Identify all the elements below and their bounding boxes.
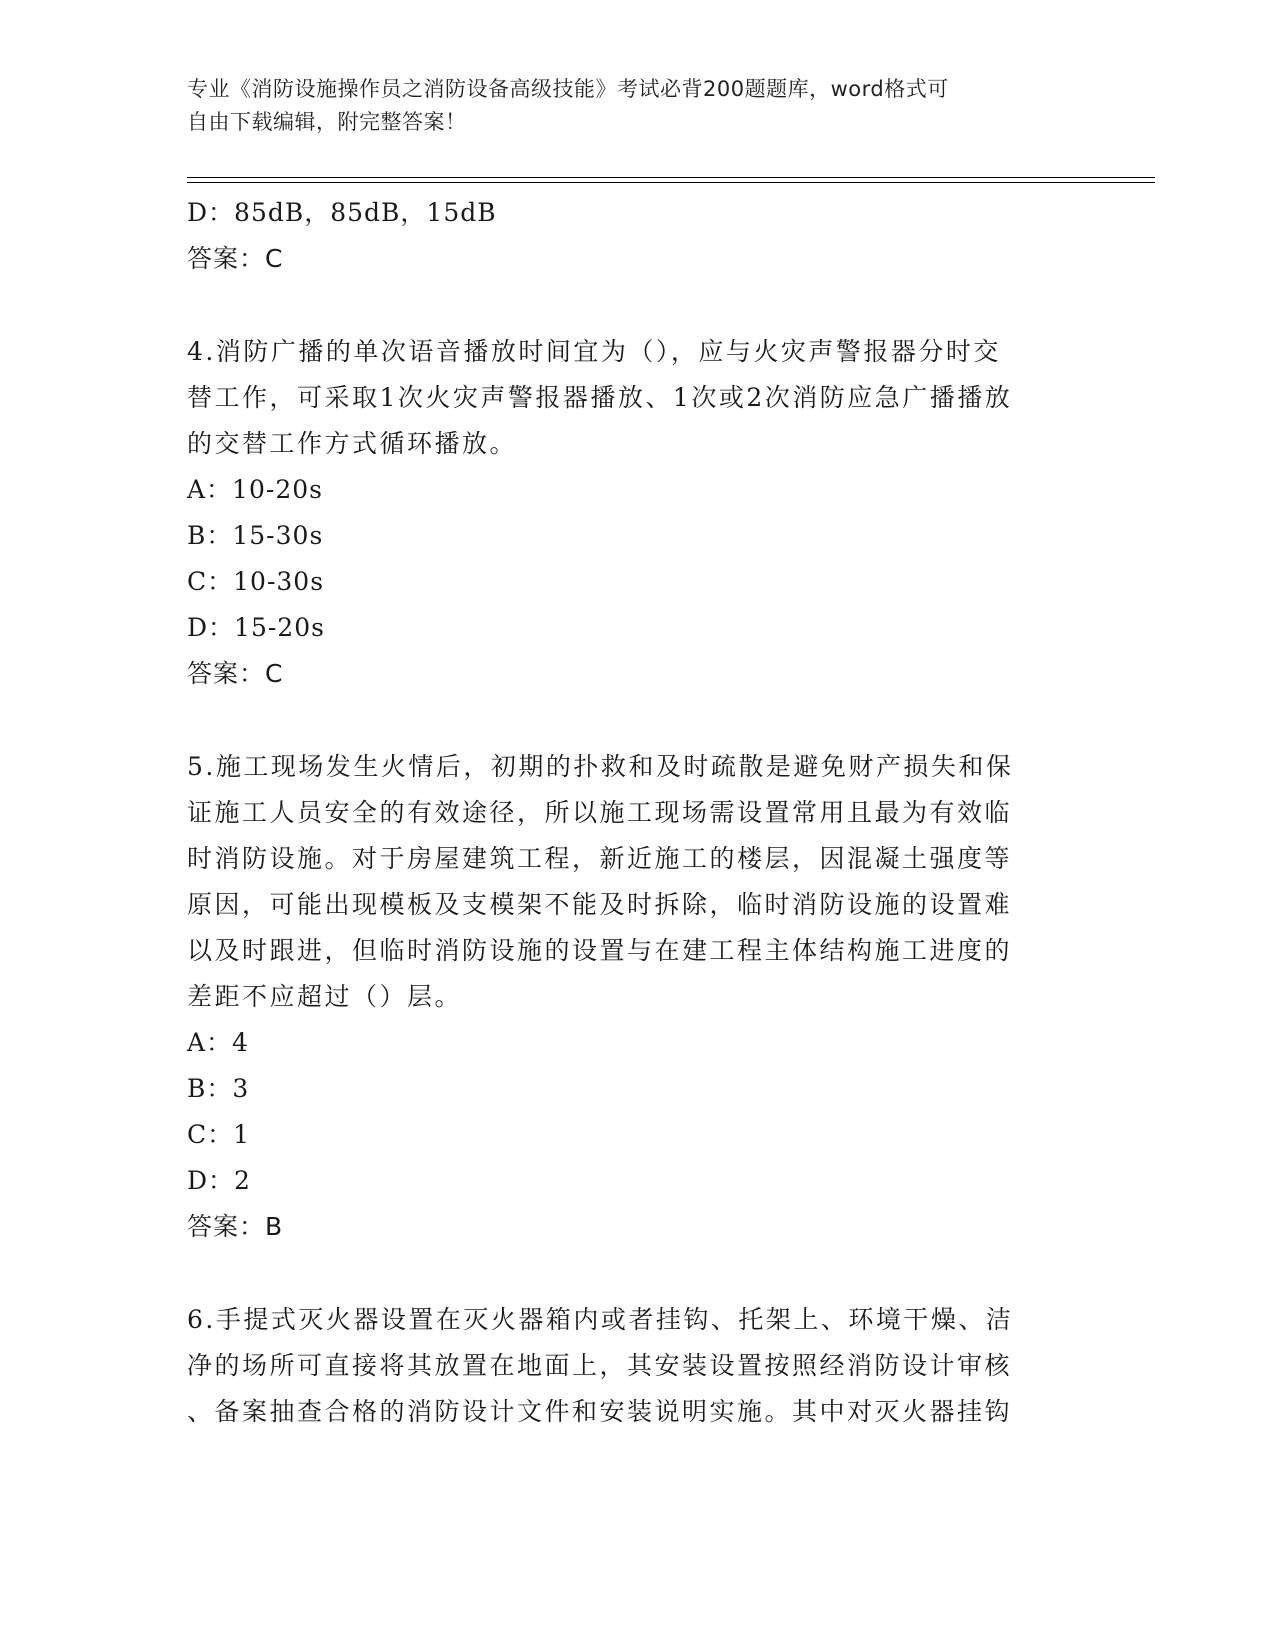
question-5-option-b: B：3 — [187, 1074, 250, 1103]
question-5-line-1: 5.施工现场发生火情后，初期的扑救和及时疏散是避免财产损失和保 — [187, 752, 1014, 781]
question-6 — [187, 1297, 1087, 1435]
question-4-option-d: D：15-20s — [187, 613, 325, 642]
question-5-line-3: 时消防设施。对于房屋建筑工程，新近施工的楼层，因混凝土强度等 — [187, 844, 1013, 873]
prev-answer: 答案：C — [187, 244, 284, 273]
question-5-line-2: 证施工人员安全的有效途径，所以施工现场需设置常用且最为有效临 — [187, 798, 1013, 827]
spacer — [187, 1250, 1087, 1297]
prev-option-d: D：85dB，85dB，15dB — [187, 198, 497, 227]
question-4 — [187, 329, 1087, 697]
question-4-option-c: C：10-30s — [187, 567, 325, 596]
question-5-line-6: 差距不应超过（）层。 — [187, 982, 463, 1011]
header-rule-bottom — [187, 182, 1155, 183]
question-4-option-a: A：10-20s — [187, 475, 323, 504]
question-6-line-3: 、备案抽查合格的消防设计文件和安装说明实施。其中对灭火器挂钩 — [187, 1397, 1013, 1426]
spacer — [187, 697, 1087, 744]
question-4-line-3: 的交替工作方式循环播放。 — [187, 429, 518, 458]
question-5-option-c: C：1 — [187, 1120, 251, 1149]
header-rule-top — [187, 177, 1155, 178]
question-5-answer: 答案：B — [187, 1212, 284, 1241]
document-body — [187, 190, 1087, 1435]
question-4-option-b: B：15-30s — [187, 521, 324, 550]
document-header — [187, 73, 1067, 139]
question-5-line-5: 以及时跟进，但临时消防设施的设置与在建工程主体结构施工进度的 — [187, 936, 1013, 965]
question-5-option-a: A：4 — [187, 1028, 249, 1057]
spacer — [187, 282, 1087, 329]
question-4-line-1: 4.消防广播的单次语音播放时间宜为（），应与火灾声警报器分时交 — [187, 337, 1001, 366]
question-4-answer: 答案：C — [187, 659, 284, 688]
question-6-line-2: 净的场所可直接将其放置在地面上，其安装设置按照经消防设计审核 — [187, 1351, 1013, 1380]
question-4-line-2: 替工作，可采取1次火灾声警报器播放、1次或2次消防应急广播播放 — [187, 383, 1013, 412]
question-6-line-1: 6.手提式灭火器设置在灭火器箱内或者挂钩、托架上、环境干燥、洁 — [187, 1305, 1014, 1334]
header-line-2: 自由下载编辑，附完整答案！ — [187, 110, 467, 134]
question-5 — [187, 744, 1087, 1250]
header-line-1: 专业《消防设施操作员之消防设备高级技能》考试必背200题题库，word格式可 — [187, 77, 949, 101]
question-5-line-4: 原因，可能出现模板及支模架不能及时拆除，临时消防设施的设置难 — [187, 890, 1013, 919]
question-5-option-d: D：2 — [187, 1166, 251, 1195]
